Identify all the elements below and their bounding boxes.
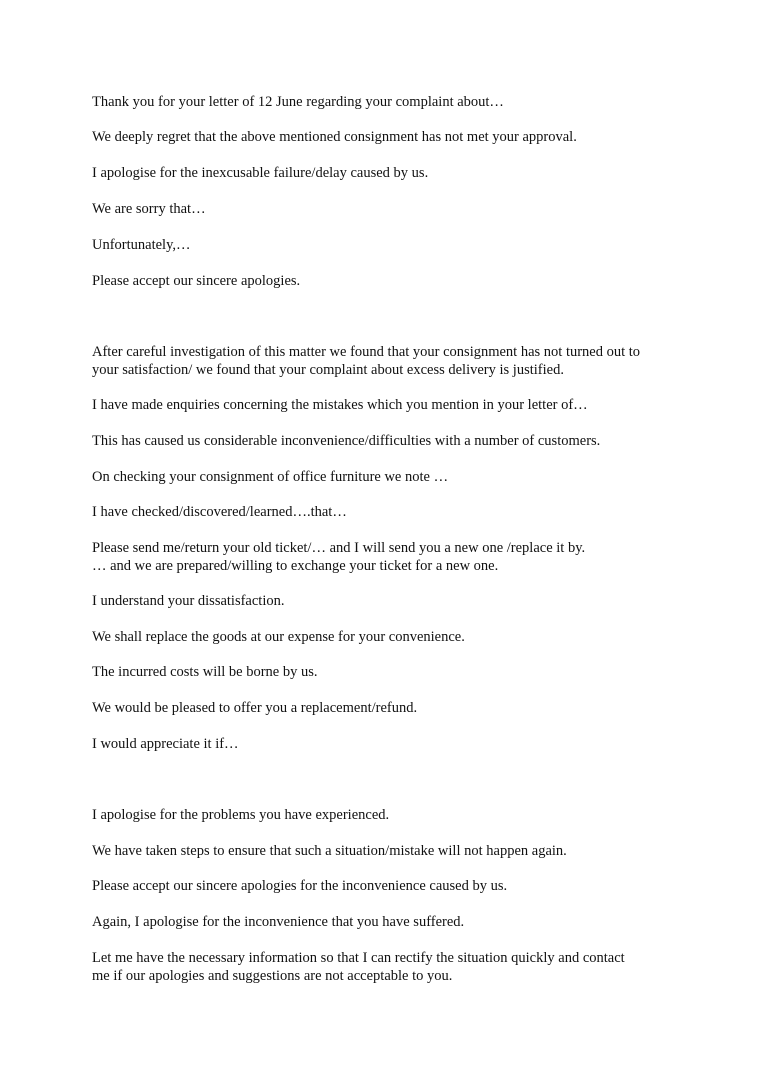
s2-line-appreciate: I would appreciate it if…: [92, 736, 239, 752]
s2-line-replace-goods: We shall replace the goods at our expense for your convenience.: [92, 629, 465, 645]
s2-line-replacement-refund: We would be pleased to offer you a replacement/refund.: [92, 700, 418, 716]
s2-paragraph-ticket: [92, 539, 712, 575]
s2-line-enquiries: I have made enquiries concerning the mistakes which you mention in your letter of…: [92, 397, 588, 413]
s1-line-regret: We deeply regret that the above mentioned consignment has not met your approval.: [92, 129, 577, 145]
s3-necessary-info-line-1: Let me have the necessary information so that I can rectify the situation quickly and contact: [92, 950, 625, 966]
s2-investigation-line-2: your satisfaction/ we found that your complaint about excess delivery is justified.: [92, 362, 564, 378]
s3-line-accept-apologies: Please accept our sincere apologies for the inconvenience caused by us.: [92, 878, 508, 894]
s1-line-apologise-failure: I apologise for the inexcusable failure/delay caused by us.: [92, 165, 429, 181]
s2-paragraph-investigation: [92, 343, 712, 379]
s3-line-apologise-problems: I apologise for the problems you have experienced.: [92, 807, 390, 823]
s3-line-again-apologise: Again, I apologise for the inconvenience that you have suffered.: [92, 914, 465, 930]
s3-necessary-info-line-2: me if our apologies and suggestions are not acceptable to you.: [92, 968, 453, 984]
s3-line-taken-steps: We have taken steps to ensure that such a situation/mistake will not happen again.: [92, 843, 567, 859]
s1-line-unfortunately: Unfortunately,…: [92, 237, 191, 253]
s1-line-thank-you: Thank you for your letter of 12 June regarding your complaint about…: [92, 94, 504, 110]
s2-ticket-line-1: Please send me/return your old ticket/… and I will send you a new one /replace it by.: [92, 540, 586, 556]
s2-investigation-line-1: After careful investigation of this matter we found that your consignment has not turned out to: [92, 344, 641, 360]
s2-line-dissatisfaction: I understand your dissatisfaction.: [92, 593, 285, 609]
s2-ticket-line-2: … and we are prepared/willing to exchange your ticket for a new one.: [92, 558, 499, 574]
s2-line-checked-discovered: I have checked/discovered/learned….that…: [92, 504, 347, 520]
s3-paragraph-necessary-info: [92, 949, 712, 985]
s2-line-checking-consignment: On checking your consignment of office furniture we note …: [92, 469, 449, 485]
s2-line-inconvenience: This has caused us considerable inconvenience/difficulties with a number of customers.: [92, 433, 601, 449]
s2-line-incurred-costs: The incurred costs will be borne by us.: [92, 664, 318, 680]
s1-line-sorry-that: We are sorry that…: [92, 201, 206, 217]
s1-line-accept-apologies: Please accept our sincere apologies.: [92, 273, 301, 289]
